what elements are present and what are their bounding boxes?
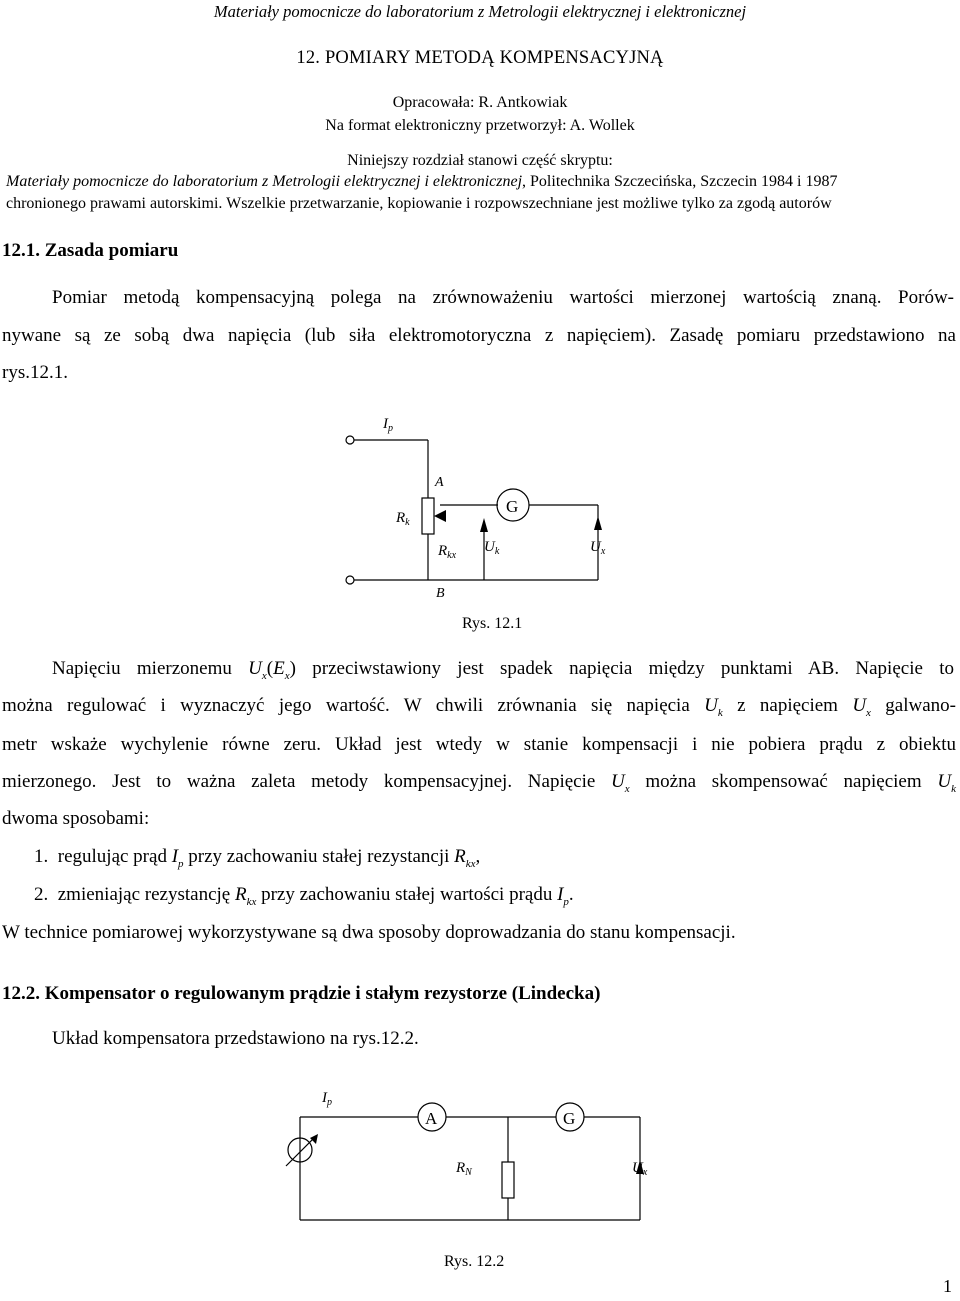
paragraph-line: można regulować i wyznaczyć jego wartość. W chwili zrównania się napięcia $U_k$ z napięciem $U_x$ galwano- — [2, 695, 956, 719]
label-rkx: $R_{kx}$ — [438, 543, 457, 561]
author-line: Na format elektroniczny przetworzył: A. Wollek — [325, 117, 635, 134]
paragraph-line: dwoma sposobami: — [2, 808, 150, 829]
list-item: 1. regulując prąd $I_p$ przy zachowaniu stałej rezystancji $R_{kx}$, — [34, 846, 481, 870]
label-a: A — [435, 475, 444, 490]
section-heading: 12.2. Kompensator o regulowanym prądzie i stałym rezystorze (Lindecka) — [2, 983, 601, 1004]
running-header: Materiały pomocnicze do laboratorium z Metrologii elektrycznej i elektronicznej — [213, 2, 747, 21]
paragraph-line: Układ kompensatora przedstawiono na rys.12.2. — [52, 1028, 419, 1049]
note-line: Niniejszy rozdział stanowi część skryptu: — [347, 152, 613, 169]
label-uk: $U_k$ — [484, 539, 500, 557]
label-g-2: G — [563, 1109, 576, 1128]
note-line: chronionego prawami autorskimi. Wszelkie przetwarzanie, kopiowanie i rozpowszechniane jest możliwe tylko za zgodą autorów — [6, 195, 832, 212]
paragraph-line: mierzonego. Jest to ważna zaleta metody kompensacyjnej. Napięcie $U_x$ można skompensować napięciem $U_k$ — [2, 771, 956, 795]
figure-caption-2: Rys. 12.2 — [444, 1253, 505, 1270]
label-a-2: A — [425, 1109, 438, 1128]
resistor-rn — [502, 1162, 514, 1198]
list-item: 2. zmieniając rezystancję $R_{kx}$ przy zachowaniu stałej wartości prądu $I_p$. — [34, 884, 574, 908]
paragraph-line: metr wskaże wychylenie równe zeru. Układ jest wtedy w stanie kompensacji i nie pobiera prądu z obiektu — [2, 734, 956, 755]
label-ip-2: $I_p$ — [322, 1090, 332, 1108]
source-arrow — [310, 1134, 318, 1144]
label-rn: $R_N$ — [456, 1160, 472, 1178]
label-ip: $I_p$ — [383, 416, 393, 434]
label-ux: $U_x$ — [590, 539, 606, 557]
figure-caption: Rys. 12.1 — [462, 615, 523, 632]
paragraph-line: rys.12.1. — [2, 362, 68, 383]
paragraph-line: nywane są ze sobą dwa napięcia (lub siła elektromotoryczna z napięciem). Zasadę pomiaru przedstawiono na — [2, 325, 956, 346]
paragraph-line: Napięciu mierzonemu $U_x(E_x)$ przeciwstawiony jest spadek napięcia między punktami AB. Napięcie to — [52, 658, 954, 682]
label-g: G — [506, 497, 519, 516]
label-b: B — [436, 586, 445, 601]
note-line: Materiały pomocnicze do laboratorium z Metrologii elektrycznej i elektronicznej, Politechnika Szczecińska, Szczecin 1984 i 1987 — [6, 173, 838, 190]
author-line: Opracowała: R. Antkowiak — [392, 94, 568, 111]
paragraph-line: Pomiar metodą kompensacyjną polega na zrównoważeniu wartości mierzonej wartością znaną. Porów- — [52, 287, 954, 308]
section-heading: 12.1. Zasada pomiaru — [2, 240, 179, 261]
chapter-title: 12. POMIARY METODĄ KOMPENSACYJNĄ — [296, 48, 664, 68]
label-rk: $R_k$ — [396, 510, 410, 528]
paragraph-line: W technice pomiarowej wykorzystywane są dwa sposoby doprowadzania do stanu kompensacji. — [2, 922, 736, 943]
page-number: 1 — [943, 1276, 952, 1296]
label-ux-2: $U_x$ — [632, 1160, 648, 1178]
